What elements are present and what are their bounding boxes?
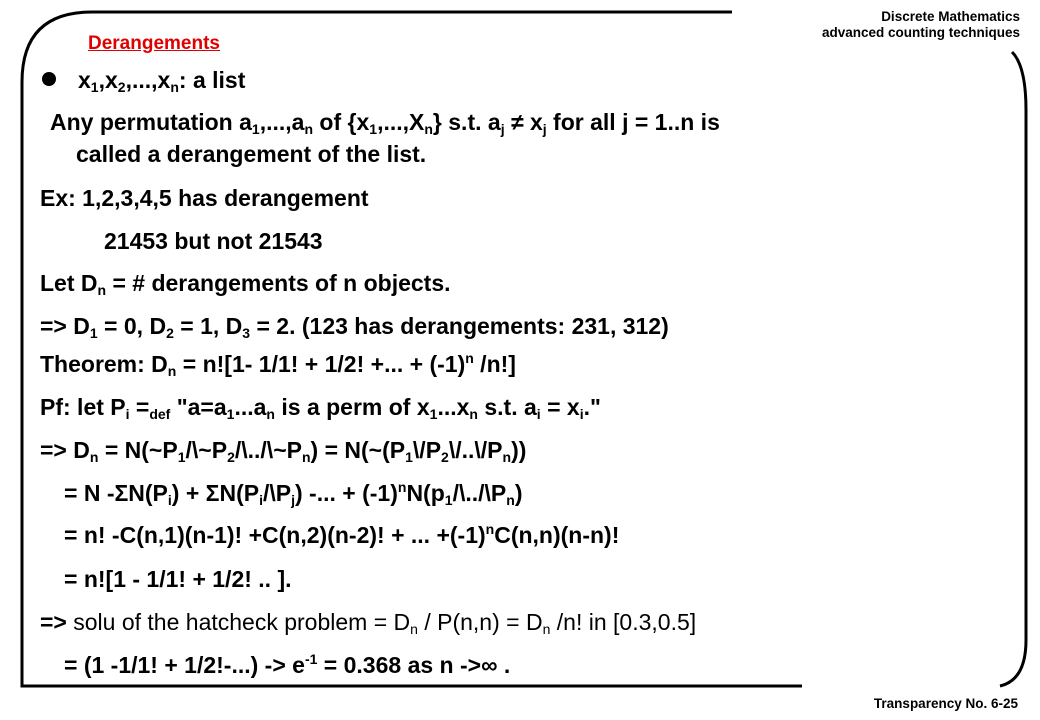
text-run: = n![1- 1/1! + 1/2! +... + (-1) (176, 351, 466, 377)
definition-list-line (78, 66, 245, 94)
subscript: n (410, 621, 418, 637)
combination-sum-line (64, 521, 619, 549)
subscript: n (542, 621, 551, 637)
text-run: /n!] (473, 351, 516, 377)
text-run: ,...,x (125, 67, 171, 93)
text-run: for all j = 1..n is (546, 109, 720, 135)
text-run: => D (40, 313, 90, 339)
text-run: ...a (234, 394, 267, 420)
text-run: = 0.368 as n ->∞ . (317, 652, 511, 678)
text-run: ...x (437, 394, 470, 420)
subscript: 3 (242, 325, 251, 341)
text-run: = (129, 394, 150, 420)
subscript: n (469, 406, 478, 422)
subscript: j (542, 121, 547, 137)
subscript: n (502, 449, 512, 465)
text-run: Let D (40, 270, 98, 296)
text-run: ." (583, 394, 601, 420)
limit-line (64, 651, 510, 679)
subscript: n (266, 406, 275, 422)
inclusion-exclusion-line (64, 479, 522, 507)
subscript: 1 (369, 121, 378, 137)
text-run: ≠ x (504, 109, 543, 135)
text-run: called a derangement of the list. (76, 141, 427, 167)
text-run: ) (514, 480, 523, 506)
subscript: j (500, 121, 505, 137)
derangement-definition-line (76, 140, 426, 168)
subscript: n (506, 492, 515, 508)
bullet-icon (42, 72, 56, 86)
text-run: Ex: 1,2,3,4,5 has derangement (40, 185, 369, 211)
simplified-sum-line (64, 565, 292, 593)
header-topic: advanced counting techniques (821, 25, 1020, 40)
subscript: 1 (226, 406, 235, 422)
subscript: 1 (177, 449, 186, 465)
subscript: 2 (227, 449, 235, 465)
text-run: = N(~P (98, 437, 178, 463)
permutation-definition-line (50, 108, 720, 136)
text-run: )) (511, 437, 527, 463)
text-run: is a perm of x (274, 394, 430, 420)
subscript: 2 (166, 325, 174, 341)
subscript: 1 (429, 406, 438, 422)
text-run: = (1 -1/1! + 1/2!-...) -> e (64, 652, 305, 678)
superscript: -1 (304, 651, 318, 667)
text-run: = 1, D (173, 313, 243, 339)
text-run: \/..\/P (448, 437, 503, 463)
subscript: 1 (89, 325, 98, 341)
text-run: solu of the hatcheck problem = D (73, 609, 411, 635)
text-run: / P(n,n) = D (417, 609, 543, 635)
text-run: ) -... + (-1) (295, 480, 398, 506)
subscript: n (301, 449, 311, 465)
slide-title: Derangements (88, 33, 220, 54)
example-values-line (104, 227, 323, 255)
text-run: of {x (313, 109, 370, 135)
subscript: 1 (251, 121, 260, 137)
subscript: n (167, 363, 177, 379)
superscript: n (397, 479, 407, 495)
text-run: C(n,n)(n-n)! (494, 522, 620, 548)
subscript: i (579, 406, 584, 422)
subscript: 2 (117, 79, 126, 95)
transparency-number: Transparency No. 6-25 (873, 696, 1018, 711)
text-run: => (40, 609, 74, 635)
example-line (40, 184, 369, 212)
text-run: = 0, D (97, 313, 167, 339)
text-run: x (78, 67, 91, 93)
subscript: n (89, 449, 99, 465)
text-run: /\P (262, 480, 292, 506)
text-run: /\../\~P (234, 437, 302, 463)
subscript: i (536, 406, 541, 422)
text-run: Theorem: D (40, 351, 168, 377)
text-run: = x (540, 394, 580, 420)
text-run: 21453 but not 21543 (104, 228, 323, 254)
text-run: /\~P (185, 437, 228, 463)
text-run: : a list (178, 67, 246, 93)
subscript: i (259, 492, 263, 508)
text-run: = n![1 - 1/1! + 1/2! .. ]. (64, 566, 292, 592)
text-run: => D (40, 437, 90, 463)
subscript: n (97, 282, 107, 298)
text-run: ) + ΣN(P (171, 480, 260, 506)
text-run: s.t. a (477, 394, 537, 420)
dn-definition-line (40, 269, 451, 297)
text-run: ,...,X (377, 109, 425, 135)
subscript: 1 (90, 79, 99, 95)
text-run: ) = N(~(P (310, 437, 406, 463)
text-run: Pf: let P (40, 394, 126, 420)
proof-step-line (40, 436, 526, 464)
subscript: n (304, 121, 314, 137)
text-run: = 2. (123 has derangements: 231, 312) (250, 313, 669, 339)
header-subject: Discrete Mathematics (881, 9, 1020, 24)
text-run: Any permutation a (50, 109, 252, 135)
subscript: j (291, 492, 295, 508)
text-run: ,x (98, 67, 118, 93)
text-run: /\../\P (452, 480, 507, 506)
subscript: i (167, 492, 172, 508)
superscript: n (485, 521, 495, 537)
subscript: n (424, 121, 433, 137)
text-run: \/P (412, 437, 442, 463)
proof-line (40, 393, 601, 421)
subscript: 1 (444, 492, 453, 508)
text-run: "a=a (170, 394, 227, 420)
theorem-line (40, 350, 516, 378)
subscript: def (149, 406, 171, 422)
text-run: /n! in [0.3,0.5] (550, 609, 697, 635)
text-run: = N -ΣN(P (64, 480, 168, 506)
small-values-line (40, 312, 669, 340)
subscript: i (125, 406, 130, 422)
text-run: } s.t. a (432, 109, 501, 135)
superscript: n (465, 350, 474, 366)
text-run: = # derangements of n objects. (106, 270, 451, 296)
text-run: ,...,a (259, 109, 305, 135)
hatcheck-line (40, 608, 696, 636)
text-run: N(p (406, 480, 445, 506)
subscript: 1 (405, 449, 413, 465)
subscript: n (170, 79, 179, 95)
text-run: = n! -C(n,1)(n-1)! +C(n,2)(n-2)! + ... +(-1) (64, 522, 486, 548)
subscript: 2 (441, 449, 449, 465)
